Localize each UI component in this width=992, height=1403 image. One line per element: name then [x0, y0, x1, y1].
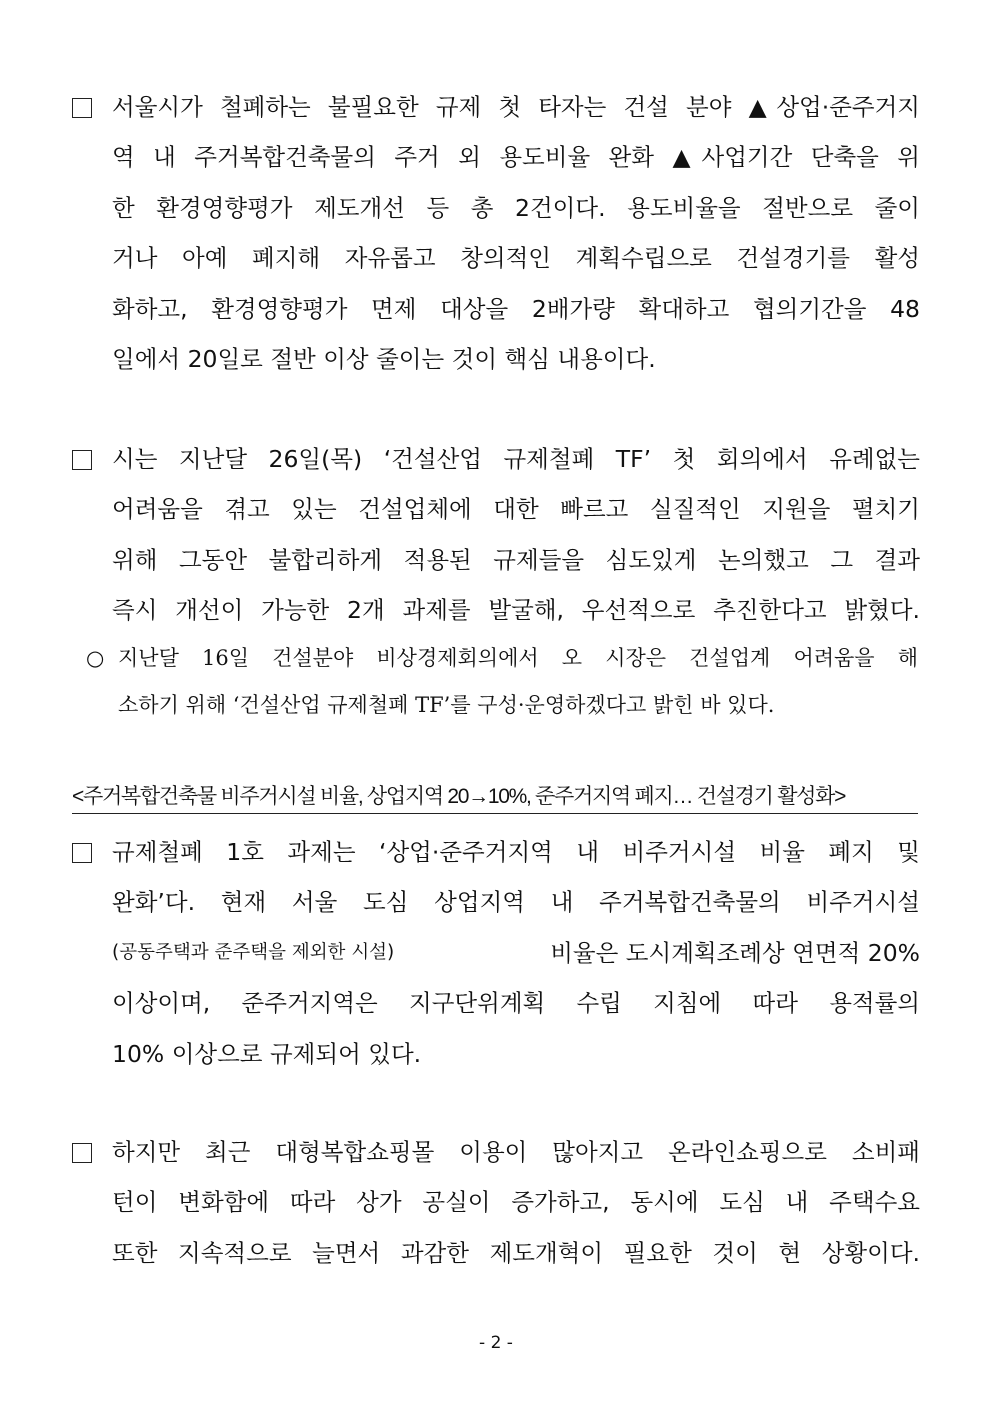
- checkbox-bullet-icon: [72, 843, 92, 863]
- text-segment: 비율은 도시계획조례상 연면적 20%: [550, 939, 920, 967]
- text-line: 서울시가 철폐하는 불필요한 규제 첫 타자는 건설 분야 ▲상업·준주거지: [112, 93, 920, 121]
- text-line: 화하고, 환경영향평가 면제 대상을 2배가량 확대하고 협의기간을 48: [112, 295, 920, 323]
- text-line: 또한 지속적으로 늘면서 과감한 제도개혁이 필요한 것이 현 상황이다.: [112, 1239, 920, 1267]
- sub-note-line: 소하기 위해 ‘건설산업 규제철폐 TF’를 구성·운영하겠다고 밝힌 바 있다.: [118, 693, 775, 717]
- text-line: 시는 지난달 26일(목) ‘건설산업 규제철폐 TF’ 첫 회의에서 유례없는: [112, 445, 920, 473]
- text-line: 턴이 변화함에 따라 상가 공실이 증가하고, 동시에 도심 내 주택수요: [112, 1188, 920, 1216]
- text-line: 이상이며, 준주거지역은 지구단위계획 수립 지침에 따라 용적률의: [112, 989, 920, 1017]
- parenthetical-note: (공동주택과 준주택을 제외한 시설): [112, 942, 395, 963]
- checkbox-bullet-icon: [72, 450, 92, 470]
- text-line: 어려움을 겪고 있는 건설업체에 대한 빠르고 실질적인 지원을 펼치기: [112, 495, 920, 523]
- text-line: 규제철폐 1호 과제는 ‘상업·준주거지역 내 비주거시설 비율 폐지 및: [112, 838, 920, 866]
- checkbox-bullet-icon: [72, 1143, 92, 1163]
- circle-bullet-icon: ○: [86, 646, 105, 670]
- sub-note-line: 지난달 16일 건설분야 비상경제회의에서 오 시장은 건설업계 어려움을 해: [118, 646, 918, 670]
- text-line: 일에서 20일로 절반 이상 줄이는 것이 핵심 내용이다.: [112, 345, 656, 373]
- checkbox-bullet-icon: [72, 98, 92, 118]
- text-line: 하지만 최근 대형복합쇼핑몰 이용이 많아지고 온라인쇼핑으로 소비패: [112, 1138, 920, 1166]
- text-line: 역 내 주거복합건축물의 주거 외 용도비율 완화 ▲사업기간 단축을 위: [112, 143, 920, 171]
- section-heading: <주거복합건축물 비주거시설 비율, 상업지역 20→10%, 준주거지역 폐지… 건설경기 활성화>: [72, 782, 918, 814]
- text-line: 거나 아예 폐지해 자유롭고 창의적인 계획수립으로 건설경기를 활성: [112, 244, 920, 272]
- text-line: 위해 그동안 불합리하게 적용된 규제들을 심도있게 논의했고 그 결과: [112, 546, 920, 574]
- text-line: 완화’다. 현재 서울 도심 상업지역 내 주거복합건축물의 비주거시설: [112, 888, 920, 916]
- text-line: 10% 이상으로 규제되어 있다.: [112, 1040, 422, 1068]
- text-line: [112, 936, 920, 970]
- text-line: 한 환경영향평가 제도개선 등 총 2건이다. 용도비율을 절반으로 줄이: [112, 194, 920, 222]
- page-number: - 2 -: [479, 1333, 513, 1353]
- text-line: 즉시 개선이 가능한 2개 과제를 발굴해, 우선적으로 추진한다고 밝혔다.: [112, 596, 920, 624]
